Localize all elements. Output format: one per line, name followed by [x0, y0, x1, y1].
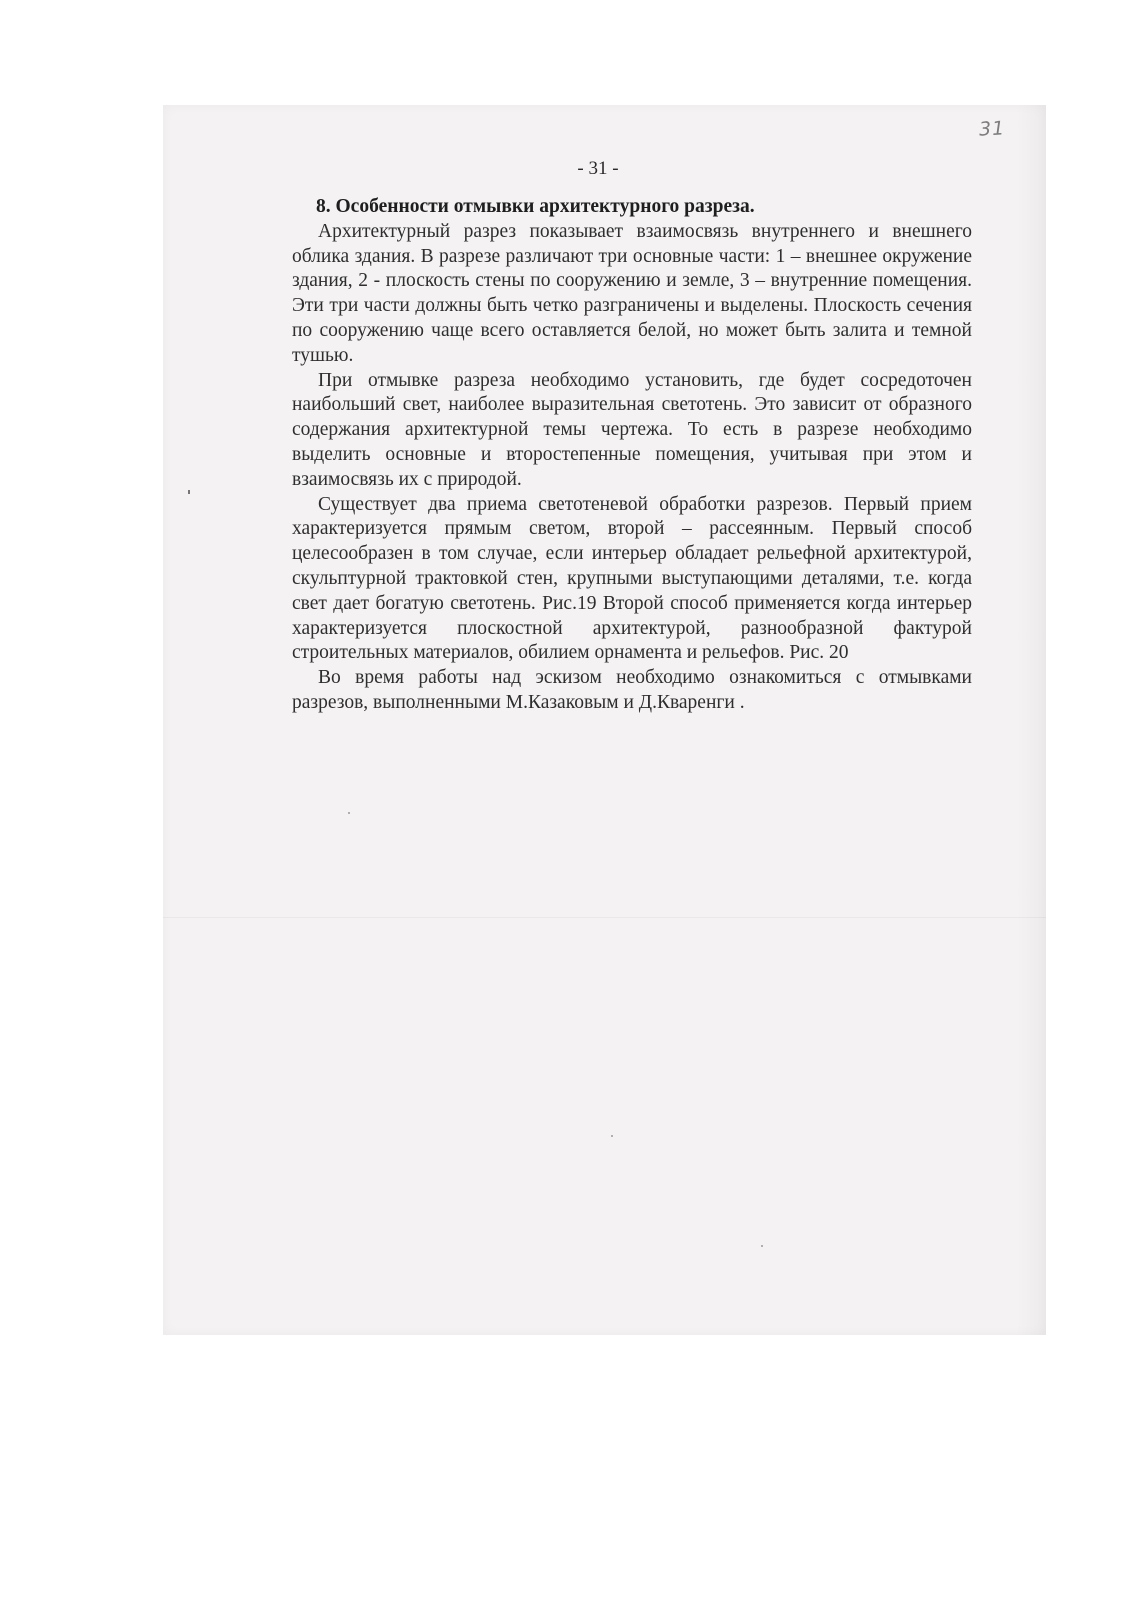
paragraph: При отмывке разреза необходимо установить, где будет сосредоточен наибольший свет, наиболее выразительная светотень. Это зависит от образного содержания архитектурной темы чертежа. То есть в разрезе необходимо выделить основные и второстепенные помещения, учитывая при этом и взаимосвязь их с природой. — [292, 369, 972, 490]
page-number: - 31 - — [577, 158, 619, 179]
section-heading: 8. Особенности отмывки архитектурного разреза. — [316, 196, 755, 217]
paragraph: Во время работы над эскизом необходимо ознакомиться с отмывками разрезов, выполненными М.Казаковым и Д.Кваренги . — [292, 667, 972, 713]
scan-speck — [348, 812, 350, 814]
paragraph: Архитектурный разрез показывает взаимосвязь внутреннего и внешнего облика здания. В разрезе различают три основные части: 1 – внешнее окружение здания, 2 - плоскость стены по сооружению и земле, 3 – внутренние помещения. Эти три части должны быть четко разграничены и выделены. Плоскость сечения по сооружению чаще всего оставляется белой, но может быть залита и темной тушью. — [292, 220, 972, 366]
paragraph: Существует два приема светотеневой обработки разрезов. Первый прием характеризуется прямым светом, второй – рассеянным. Первый способ целесообразен в том случае, если интерьер обладает рельефной архитектурой, скульптурной трактовкой стен, крупными выступающими деталями, т.е. когда свет дает богатую светотень. Рис.19 Второй способ применяется когда интерьер характеризуется плоскостной архитектурой, разнообразной фактурой строительных материалов, обилием орнамента и рельефов. Рис. 20 — [292, 493, 972, 664]
page-fold-line — [163, 917, 1046, 918]
scan-speck — [761, 1245, 763, 1247]
scanned-page — [163, 105, 1046, 1335]
scan-speck — [611, 1135, 613, 1137]
handwritten-page-number: 31 — [978, 117, 1006, 141]
margin-mark — [188, 490, 190, 494]
page-content — [292, 195, 972, 716]
page-edge-shadow — [1016, 105, 1046, 1335]
